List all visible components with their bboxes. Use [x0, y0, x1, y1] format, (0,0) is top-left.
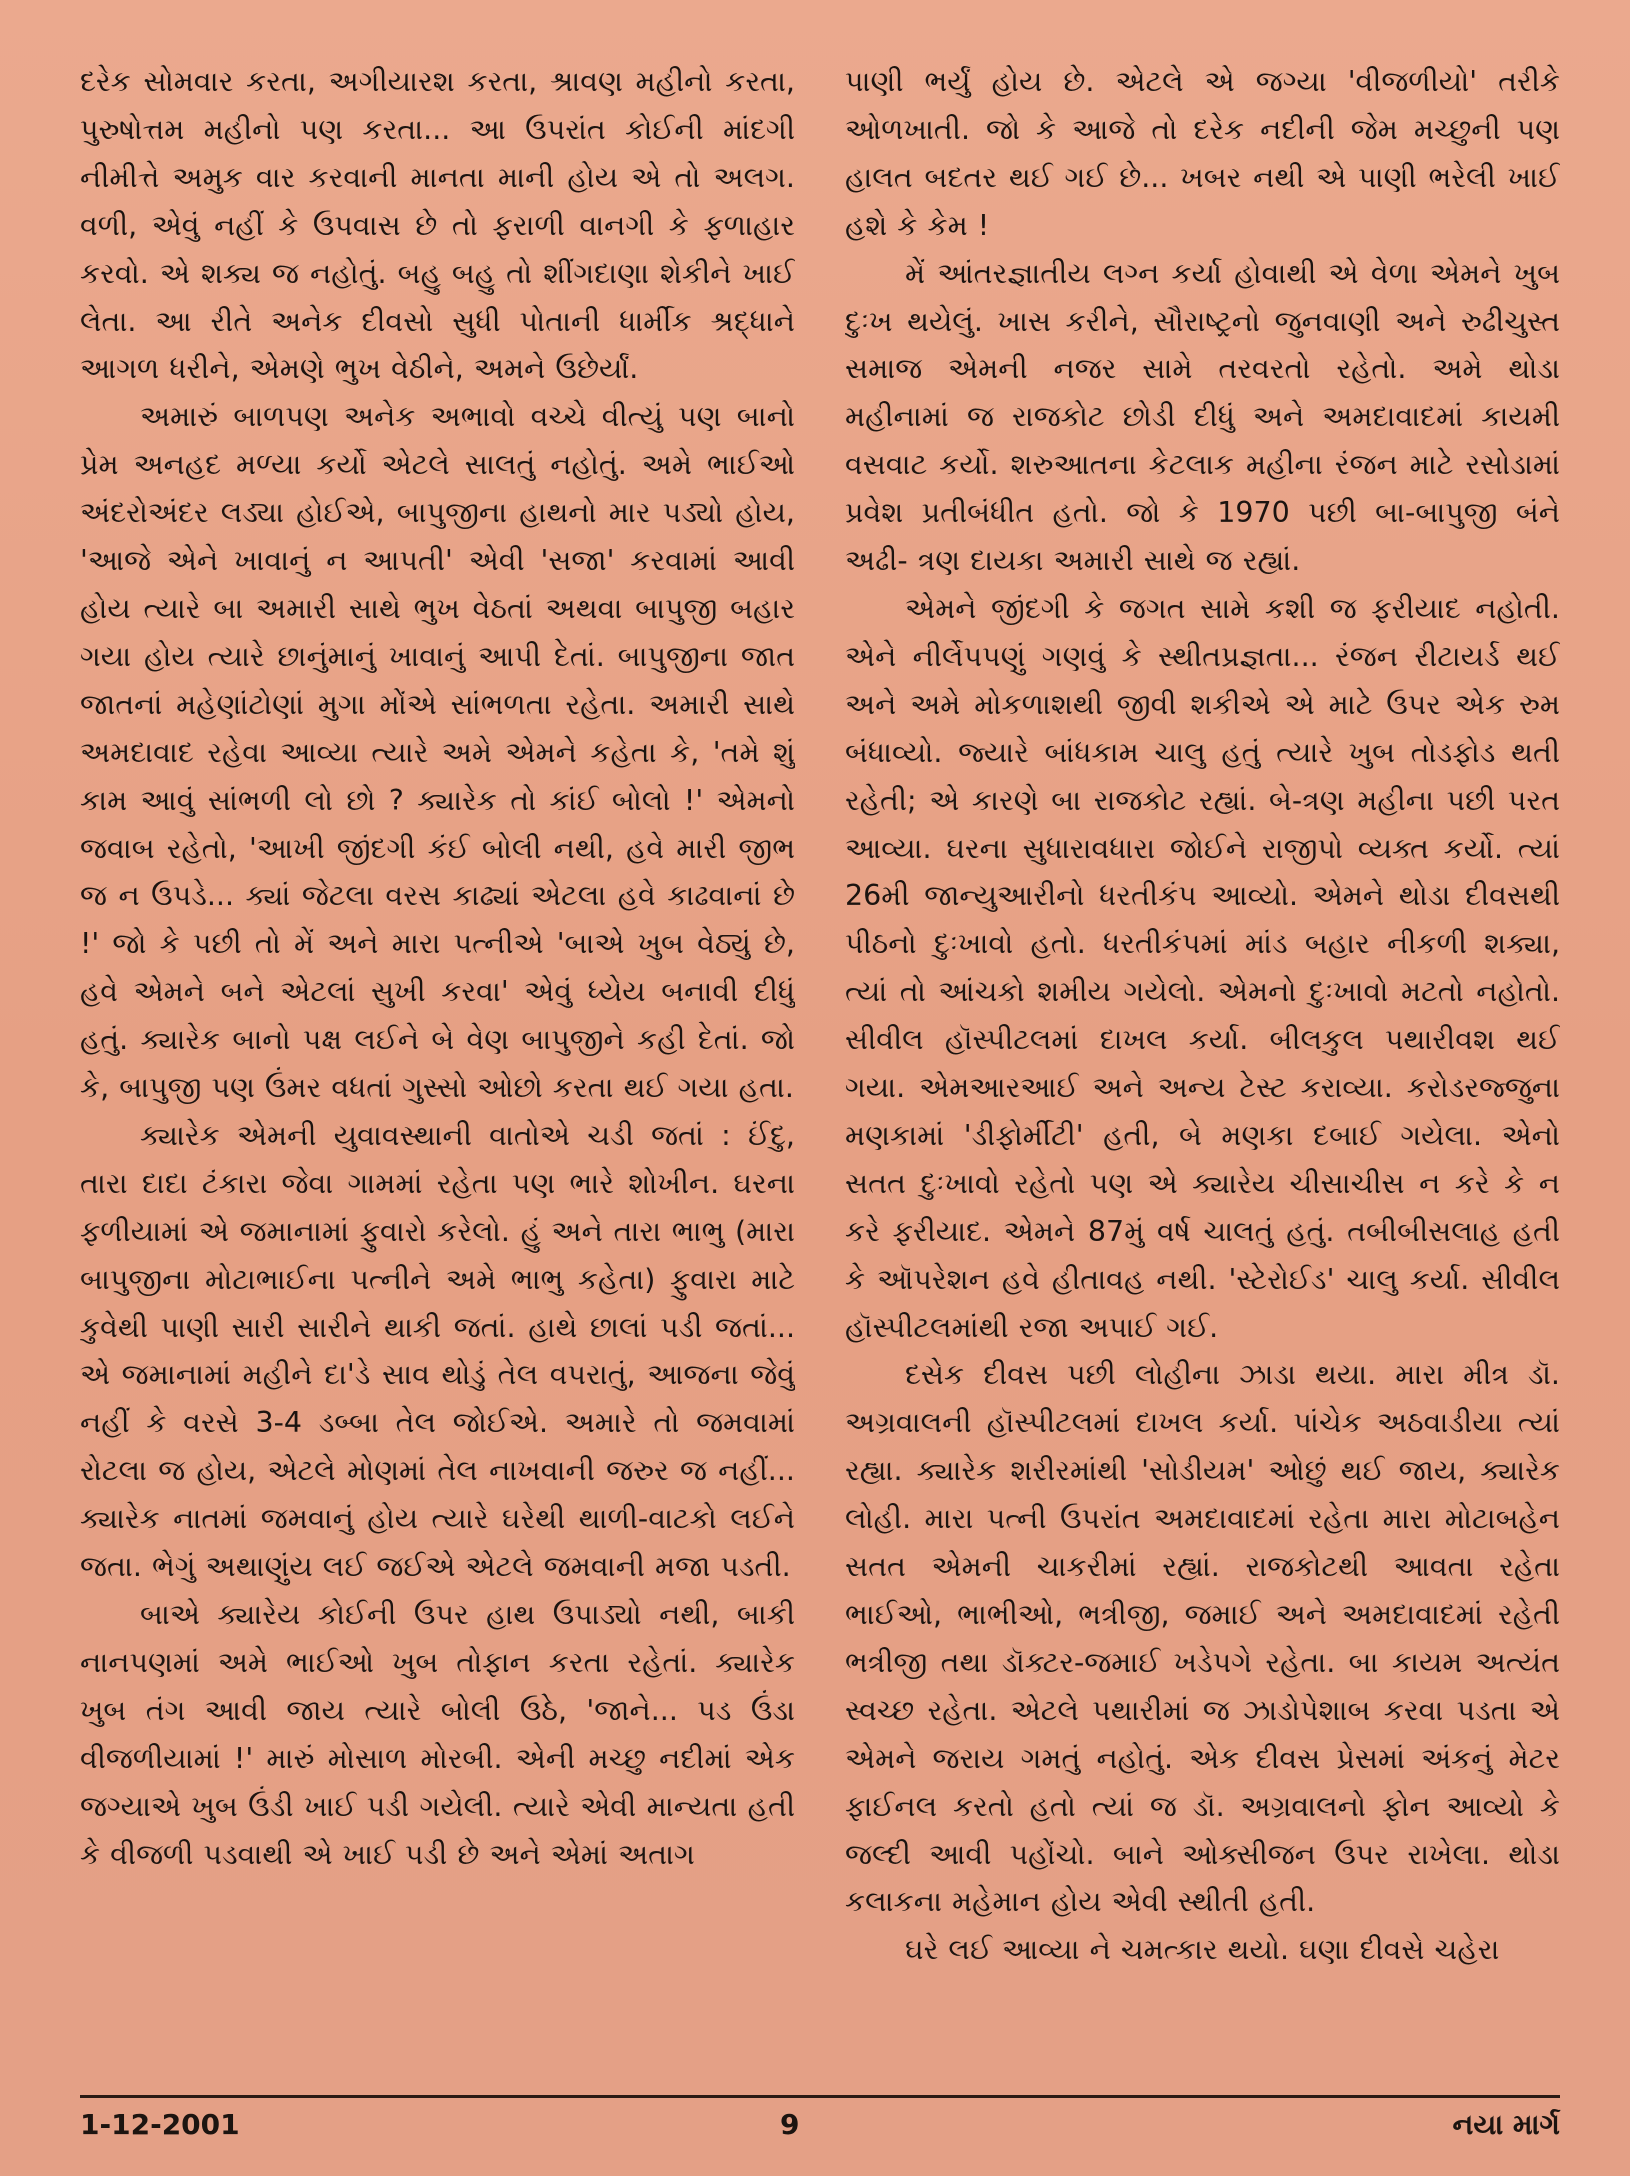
paragraph: પાણી ભર્યું હોય છે. એટલે એ જગ્યા 'વીજળીયો' તરીકે ઓળખાતી. જો કે આજે તો દરેક નદીની જેમ મચ્છુની પણ હાલત બદતર થઈ ગઈ છે... ખબર નથી એ પાણી ભરેલી ખાઈ હશે કે કેમ !: [845, 65, 1560, 242]
paragraph: અમારું બાળપણ અનેક અભાવો વચ્ચે વીત્યું પણ બાનો પ્રેમ અનહદ મળ્યા કર્યો એટલે સાલતું નહોતું. અમે ભાઈઓ અંદરોઅંદર લડ્યા હોઈએ, બાપુજીના હાથનો માર પડ્યો હોય, 'આજે એને ખાવાનું ન આપતી' એવી 'સજા' કરવામાં આવી હોય ત્યારે બા અમારી સાથે ભુખ વેઠતાં અથવા બાપુજી બહાર ગયા હોય ત્યારે છાનુંમાનું ખાવાનું આપી દેતાં. બાપુજીના જાત જાતનાં મહેણાંટોણાં મુગા મોંએ સાંભળતા રહેતા. અમારી સાથે અમદાવાદ રહેવા આવ્યા ત્યારે અમે એમને કહેતા કે, 'તમે શું કામ આવું સાંભળી લો છો ? ક્યારેક તો કાંઈ બોલો !' એમનો જવાબ રહેતો, 'આખી જીંદગી કંઈ બોલી નથી, હવે મારી જીભ જ ન ઉપડે... ક્યાં જેટલા વરસ કાઢ્યાં એટલા હવે કાઢવાનાં છે !' જો કે પછી તો મેં અને મારા પત્નીએ 'બાએ ખુબ વેઠ્યું છે, હવે એમને બને એટલાં સુખી કરવા' એવું ધ્યેય બનાવી દીધું હતું. ક્યારેક બાનો પક્ષ લઈને બે વેણ બાપુજીને કહી દેતાં. જો કે, બાપુજી પણ ઉંમર વધતાં ગુસ્સો ઓછો કરતા થઈ ગયા હતા.: [80, 400, 795, 1105]
paragraph: મેં આંતરજ્ઞાતીય લગ્ન કર્યા હોવાથી એ વેળા એમને ખુબ દુઃખ થયેલું. ખાસ કરીને, સૌરાષ્ટ્રનો જુનવાણી અને રુઢીચુસ્ત સમાજ એમની નજર સામે તરવરતો રહેતો. અમે થોડા મહીનામાં જ રાજકોટ છોડી દીધું અને અમદાવાદમાં કાયમી વસવાટ કર્યો. શરુઆતના કેટલાક મહીના રંજન માટે રસોડામાં પ્રવેશ પ્રતીબંધીત હતો. જો કે 1970 પછી બા-બાપુજી બંને અઢી- ત્રણ દાયકા અમારી સાથે જ રહ્યાં.: [845, 256, 1560, 578]
paragraph: દરેક સોમવાર કરતા, અગીયારશ કરતા, શ્રાવણ મહીનો કરતા, પુરુષોત્તમ મહીનો પણ કરતા... આ ઉપરાંત કોઈની માંદગી નીમીત્તે અમુક વાર કરવાની માનતા માની હોય એ તો અલગ. વળી, એવું નહીં કે ઉપવાસ છે તો ફરાળી વાનગી કે ફળાહાર કરવો. એ શક્ય જ નહોતું. બહુ બહુ તો શીંગદાણા શેકીને ખાઈ લેતા. આ રીતે અનેક દીવસો સુધી પોતાની ધાર્મીક શ્રદ્ધાને આગળ ધરીને, એમણે ભુખ વેઠીને, અમને ઉછેર્યાં.: [80, 65, 795, 386]
paragraph: દસેક દીવસ પછી લોહીના ઝાડા થયા. મારા મીત્ર ડૉ. અગ્રવાલની હૉસ્પીટલમાં દાખલ કર્યા. પાંચેક અઠવાડીયા ત્યાં રહ્યા. ક્યારેક શરીરમાંથી 'સોડીયમ' ઓછું થઈ જાય, ક્યારેક લોહી. મારા પત્ની ઉપરાંત અમદાવાદમાં રહેતા મારા મોટાબહેન સતત એમની ચાકરીમાં રહ્યાં. રાજકોટથી આવતા રહેતા ભાઈઓ, ભાભીઓ, ભત્રીજી, જમાઈ અને અમદાવાદમાં રહેતી ભત્રીજી તથા ડૉક્ટર-જમાઈ ખડેપગે રહેતા. બા કાયમ અત્યંત સ્વચ્છ રહેતા. એટલે પથારીમાં જ ઝાડોપેશાબ કરવા પડતા એ એમને જરાય ગમતું નહોતું. એક દીવસ પ્રેસમાં અંકનું મેટર ફાઈનલ કરતો હતો ત્યાં જ ડૉ. અગ્રવાલનો ફોન આવ્યો કે જલ્દી આવી પહોંચો. બાને ઓક્સીજન ઉપર રાખેલા. થોડા કલાકના મહેમાન હોય એવી સ્થીતી હતી.: [845, 1358, 1560, 1919]
text-columns: [80, 58, 1560, 2088]
footer-divider: [80, 2095, 1560, 2098]
paragraph: ક્યારેક એમની યુવાવસ્થાની વાતોએ ચડી જતાં : ઈંદુ, તારા દાદા ટંકારા જેવા ગામમાં રહેતા પણ ભારે શોખીન. ઘરના ફળીયામાં એ જમાનામાં ફુવારો કરેલો. હું અને તારા ભાભુ (મારા બાપુજીના મોટાભાઈના પત્નીને અમે ભાભુ કહેતા) ફુવારા માટે કુવેથી પાણી સારી સારીને થાકી જતાં. હાથે છાલાં પડી જતાં... એ જમાનામાં મહીને દા'ડે સાવ થોડું તેલ વપરાતું, આજના જેવું નહીં કે વરસે 3-4 ડબ્બા તેલ જોઈએ. અમારે તો જમવામાં રોટલા જ હોય, એટલે મોણમાં તેલ નાખવાની જરુર જ નહીં... ક્યારેક નાતમાં જમવાનું હોય ત્યારે ઘરેથી થાળી-વાટકો લઈને જતા. ભેગું અથાણુંય લઈ જઈએ એટલે જમવાની મજા પડતી.: [80, 1118, 795, 1584]
paragraph: બાએ ક્યારેય કોઈની ઉપર હાથ ઉપાડ્યો નથી, બાકી નાનપણમાં અમે ભાઈઓ ખુબ તોફાન કરતા રહેતાં. ક્યારેક ખુબ તંગ આવી જાય ત્યારે બોલી ઉઠે, 'જાને... પડ ઉંડા વીજળીયામાં !' મારું મોસાળ મોરબી. એની મચ્છુ નદીમાં એક જગ્યાએ ખુબ ઉંડી ખાઈ પડી ગયેલી. ત્યારે એવી માન્યતા હતી કે વીજળી પડવાથી એ ખાઈ પડી છે અને એમાં અતાગ: [80, 1598, 795, 1871]
page-number: 9: [780, 2108, 800, 2141]
left-column: [80, 58, 795, 2088]
right-column: [845, 58, 1560, 2088]
publication-name: નયા માર્ગ: [1452, 2108, 1560, 2141]
paragraph: એમને જીંદગી કે જગત સામે કશી જ ફરીયાદ નહોતી. એને નીર્લેપપણું ગણવું કે સ્થીતપ્રજ્ઞતા... રંજન રીટાયર્ડ થઈ અને અમે મોકળાશથી જીવી શકીએ એ માટે ઉપર એક રુમ બંધાવ્યો. જ્યારે બાંધકામ ચાલુ હતું ત્યારે ખુબ તોડફોડ થતી રહેતી; એ કારણે બા રાજકોટ રહ્યાં. બે-ત્રણ મહીના પછી પરત આવ્યા. ઘરના સુધારાવધારા જોઈને રાજીપો વ્યક્ત કર્યો. ત્યાં 26મી જાન્યુઆરીનો ધરતીકંપ આવ્યો. એમને થોડા દીવસથી પીઠનો દુઃખાવો હતો. ધરતીકંપમાં માંડ બહાર નીકળી શક્યા, ત્યાં તો આંચકો શમીય ગયેલો. એમનો દુઃખાવો મટતો નહોતો. સીવીલ હૉસ્પીટલમાં દાખલ કર્યા. બીલકુલ પથારીવશ થઈ ગયા. એમઆરઆઈ અને અન્ય ટેસ્ટ કરાવ્યા. કરોડરજ્જુના મણકામાં 'ડીફોર્મીટી' હતી, બે મણકા દબાઈ ગયેલા. એનો સતત દુઃખાવો રહેતો પણ એ ક્યારેય ચીસાચીસ ન કરે કે ન કરે ફરીયાદ. એમને 87મું વર્ષ ચાલતું હતું. તબીબીસલાહ હતી કે ઑપરેશન હવે હીતાવહ નથી. 'સ્ટેરોઈડ' ચાલુ કર્યા. સીવીલ હૉસ્પીટલમાંથી રજા અપાઈ ગઈ.: [845, 591, 1560, 1344]
page-footer: [80, 2108, 1560, 2148]
paragraph: ઘરે લઈ આવ્યા ને ચમત્કાર થયો. ઘણા દીવસે ચહેરા: [905, 1933, 1500, 1967]
issue-date: 1-12-2001: [80, 2108, 240, 2141]
